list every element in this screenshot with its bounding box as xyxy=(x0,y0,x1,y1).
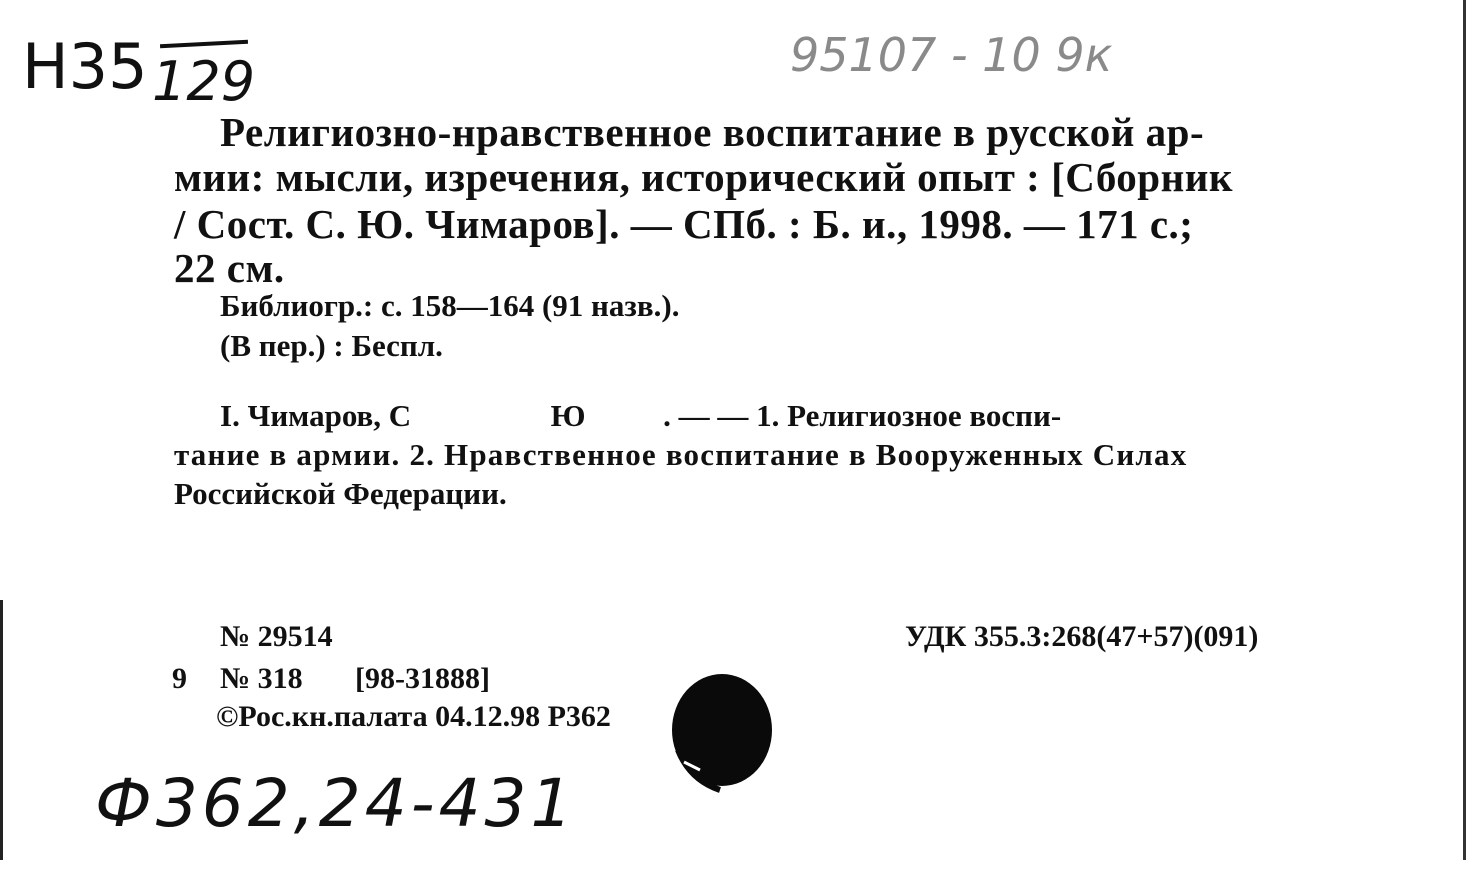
title-line-1: Религиозно-нравственное воспитание в русской ар- xyxy=(220,109,1205,155)
handwritten-top-note: 95107 - 10 9к xyxy=(790,28,1113,82)
record-number: № 29514 xyxy=(220,620,333,653)
tracing-line-2: тание в армии. 2. Нравственное воспитание в Вооруженных Силах xyxy=(174,437,1188,472)
tracing-line-1: I. Чимаров, С Ю . — — 1. Религиозное воспи- xyxy=(220,398,1062,433)
bracket-number: [98-31888] xyxy=(355,662,490,695)
udc-code: УДК 355.3:268(47+57)(091) xyxy=(905,620,1259,653)
card-number: № 318 xyxy=(220,662,303,695)
prefix-number: 9 xyxy=(172,662,187,695)
tracing-line-3: Российской Федерации. xyxy=(174,476,507,511)
title-line-2: мии: мысли, изречения, исторический опыт : [Сборник xyxy=(174,154,1233,200)
scan-border-left xyxy=(0,600,3,860)
handwritten-shelf-number: 129 xyxy=(152,50,256,113)
title-line-4: 22 см. xyxy=(174,245,285,291)
ink-blot xyxy=(660,670,780,800)
title-line-3: / Сост. С. Ю. Чимаров]. — СПб. : Б. и., 1998. — 171 с.; xyxy=(174,201,1194,247)
copyright-stamp: ©Рос.кн.палата 04.12.98 Р362 xyxy=(216,700,611,733)
binding-price-note: (В пер.) : Беспл. xyxy=(220,328,443,363)
bibliography-note: Библиогр.: с. 158—164 (91 назв.). xyxy=(220,288,680,323)
shelf-number-overline xyxy=(160,40,248,49)
handwritten-shelf-mark: Н35 xyxy=(22,30,148,103)
handwritten-bottom-code: Ф362,24-431 xyxy=(95,765,577,842)
